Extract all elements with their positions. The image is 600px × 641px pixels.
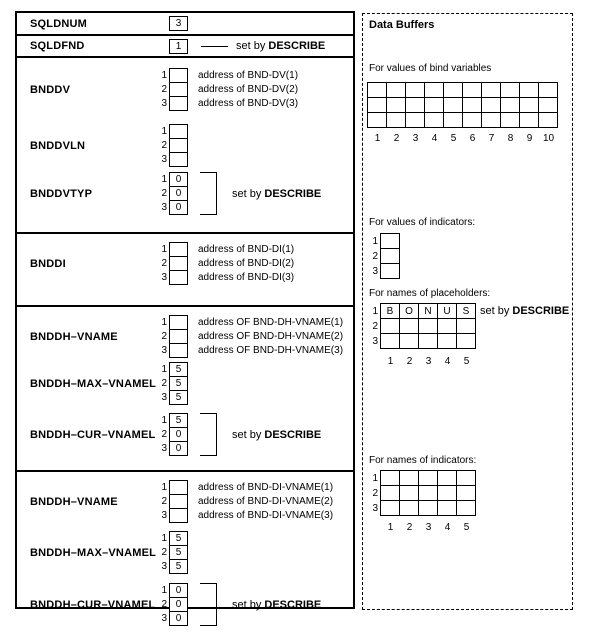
buffer-cell	[425, 83, 444, 98]
field-group-bnddh-vname	[17, 315, 353, 358]
placeholder-names-grid	[367, 303, 476, 349]
buffer-cell: S	[457, 304, 476, 319]
row-index: 3	[161, 154, 167, 165]
row-index: 3	[161, 510, 167, 521]
address-label: address OF BND-DH-VNAME(1)	[198, 317, 344, 328]
buffer-cell	[539, 83, 558, 98]
section-bnddv	[17, 68, 353, 234]
row-index: 1	[161, 585, 167, 596]
field-group-bnddh-vname-2	[17, 480, 353, 523]
row-index: 3	[161, 613, 167, 624]
note-plain: set by	[480, 305, 513, 317]
bind-values-grid	[367, 82, 558, 128]
buffer-cell: O	[400, 304, 419, 319]
address-label: address of BND-DI(1)	[198, 244, 295, 255]
cell-column	[17, 242, 353, 285]
array-row	[157, 413, 353, 428]
value-cell	[169, 343, 188, 358]
buffer-cell	[381, 319, 400, 334]
buffer-cell	[400, 319, 419, 334]
array-row	[157, 315, 353, 330]
col-label: 1	[387, 522, 394, 533]
value-cell: 5	[169, 362, 188, 377]
describe-bracket	[200, 413, 217, 456]
col-label: 3	[412, 133, 419, 144]
note-plain: set by	[232, 187, 265, 200]
col-label: 5	[463, 356, 470, 367]
row-index: 1	[161, 482, 167, 493]
buffer-cell	[419, 486, 438, 501]
placeholder-names-column-labels	[381, 356, 476, 367]
row-index: 1	[161, 364, 167, 375]
indicator-names-column-labels	[381, 522, 476, 533]
buffer-cell: N	[419, 304, 438, 319]
array-row	[157, 82, 353, 97]
array-row	[157, 200, 353, 215]
value-cell	[169, 242, 188, 257]
row-label: 1	[372, 473, 378, 484]
buffer-cell	[463, 98, 482, 113]
array-row	[157, 390, 353, 405]
buffer-cell	[520, 113, 539, 128]
array-row	[157, 559, 353, 574]
field-group-bnddv	[17, 68, 353, 111]
bind-values-caption: For values of bind variables	[369, 63, 492, 74]
buffer-cell	[444, 83, 463, 98]
array-row	[157, 480, 353, 495]
value-cell: 5	[169, 413, 188, 428]
value-cell	[169, 124, 188, 139]
row-index: 2	[161, 331, 167, 342]
row-index: 2	[161, 188, 167, 199]
buffer-cell	[406, 113, 425, 128]
row-index: 3	[161, 443, 167, 454]
col-label: 1	[387, 356, 394, 367]
buffer-cell	[368, 113, 387, 128]
array-row	[157, 152, 353, 167]
data-buffers-panel	[362, 13, 573, 610]
set-by-describe-note	[480, 304, 569, 319]
array-row	[157, 441, 353, 456]
describe-bracket	[200, 172, 217, 215]
row-index: 3	[161, 392, 167, 403]
buffer-cell	[400, 334, 419, 349]
buffer-cell	[457, 319, 476, 334]
array-row	[157, 545, 353, 560]
field-label-bnddi: BNDDI	[30, 257, 66, 270]
buffer-cell	[381, 264, 400, 279]
row-index: 3	[161, 272, 167, 283]
row-index: 3	[161, 561, 167, 572]
col-label: 2	[406, 356, 413, 367]
row-index: 2	[161, 599, 167, 610]
value-cell: 5	[169, 376, 188, 391]
value-cell	[169, 152, 188, 167]
field-label-bnddh-cur-vnamel: BNDDH–CUR–VNAMEL	[30, 428, 156, 441]
value-cell: 0	[169, 611, 188, 626]
value-cell	[169, 508, 188, 523]
value-cell	[169, 96, 188, 111]
section-bnddh-vname-1	[17, 315, 353, 472]
buffer-cell	[381, 334, 400, 349]
row-index: 3	[161, 202, 167, 213]
row-index: 2	[161, 258, 167, 269]
field-label-bnddh-vname-2: BNDDH–VNAME	[30, 495, 118, 508]
row-index: 2	[161, 84, 167, 95]
buffer-cell	[539, 113, 558, 128]
row-index: 1	[161, 533, 167, 544]
row-labels	[367, 233, 378, 279]
buffer-cell	[387, 83, 406, 98]
buffer-cell	[406, 98, 425, 113]
col-label: 4	[444, 356, 451, 367]
buffer-cell	[438, 486, 457, 501]
buffer-cell	[419, 319, 438, 334]
row-index: 2	[161, 429, 167, 440]
buffer-cell: U	[438, 304, 457, 319]
row-index: 2	[161, 547, 167, 558]
col-label: 6	[469, 133, 476, 144]
array-row	[157, 362, 353, 377]
set-by-describe-note	[232, 599, 321, 611]
col-label: 5	[463, 522, 470, 533]
row-index: 2	[161, 378, 167, 389]
col-label: 4	[431, 133, 438, 144]
buffer-cell	[425, 98, 444, 113]
set-by-describe-note	[232, 188, 321, 200]
col-label: 1	[374, 133, 381, 144]
col-label: 10	[542, 133, 555, 144]
buffer-cell: B	[381, 304, 400, 319]
buffer-cell	[463, 113, 482, 128]
buffer-cell	[482, 113, 501, 128]
bind-values-column-labels	[368, 133, 558, 144]
address-label: address of BND-DI(3)	[198, 272, 295, 283]
buffer-cell	[368, 98, 387, 113]
value-cell: 5	[169, 531, 188, 546]
array-row	[157, 96, 353, 111]
array-row	[157, 68, 353, 83]
row-label: 1	[372, 236, 378, 247]
buffer-cell	[438, 319, 457, 334]
buffer-cell	[438, 471, 457, 486]
value-cell: 5	[169, 559, 188, 574]
value-cell: 0	[169, 427, 188, 442]
field-label-sqldnum: SQLDNUM	[30, 17, 88, 30]
array-row	[157, 508, 353, 523]
buffer-cell	[400, 486, 419, 501]
col-label: 9	[526, 133, 533, 144]
row-index: 3	[161, 345, 167, 356]
value-cell-sqldfnd: 1	[169, 39, 188, 54]
field-label-bnddh-vname: BNDDH–VNAME	[30, 330, 118, 343]
buffer-cell	[400, 501, 419, 516]
set-by-describe-note	[236, 40, 325, 52]
note-bold: DESCRIBE	[264, 598, 322, 611]
array-row	[157, 172, 353, 187]
field-group-bnddh-cur-vnamel-2	[17, 583, 353, 626]
note-plain: set by	[232, 598, 265, 611]
buffer-cell	[419, 501, 438, 516]
indicator-names-caption: For names of indicators:	[369, 455, 477, 466]
buffer-cell	[381, 249, 400, 264]
row-index: 1	[161, 126, 167, 137]
data-buffers-title: Data Buffers	[369, 19, 435, 31]
buffer-cell	[501, 113, 520, 128]
buffer-cell	[444, 98, 463, 113]
buffer-cell	[444, 113, 463, 128]
section-sqldfnd	[17, 36, 353, 58]
array-row	[157, 256, 353, 271]
row-label: 2	[372, 488, 378, 499]
buffer-cell	[457, 334, 476, 349]
address-label: address OF BND-DH-VNAME(2)	[198, 331, 344, 342]
address-label: address of BND-DI-VNAME(1)	[198, 482, 334, 493]
sqlda-structure-panel	[15, 11, 355, 624]
row-labels	[367, 303, 378, 349]
buffer-cell	[400, 471, 419, 486]
row-label: 2	[372, 251, 378, 262]
field-row-sqldfnd	[17, 36, 353, 56]
buffer-grid	[380, 470, 476, 516]
value-cell: 5	[169, 545, 188, 560]
note-bold: DESCRIBE	[268, 40, 326, 52]
array-row	[157, 124, 353, 139]
buffer-cell	[482, 98, 501, 113]
array-row	[157, 270, 353, 285]
note-bold: DESCRIBE	[512, 305, 570, 317]
col-label: 3	[425, 522, 432, 533]
buffer-cell	[438, 501, 457, 516]
section-bnddi	[17, 242, 353, 307]
field-label-bnddvln: BNDDVLN	[30, 139, 86, 152]
field-label-bnddh-cur-vnamel-2: BNDDH–CUR–VNAMEL	[30, 598, 156, 611]
buffer-cell	[381, 234, 400, 249]
buffer-cell	[463, 83, 482, 98]
value-cell	[169, 315, 188, 330]
indicator-names-grid	[367, 470, 476, 516]
col-label: 8	[507, 133, 514, 144]
row-index: 1	[161, 244, 167, 255]
array-row	[157, 494, 353, 509]
value-cell: 0	[169, 200, 188, 215]
col-label: 3	[425, 356, 432, 367]
describe-bracket	[200, 583, 217, 626]
buffer-cell	[381, 486, 400, 501]
buffer-cell	[457, 486, 476, 501]
set-by-describe-note	[232, 429, 321, 441]
col-label: 5	[450, 133, 457, 144]
value-cell: 0	[169, 583, 188, 598]
buffer-cell	[482, 83, 501, 98]
buffer-grid	[380, 303, 476, 349]
value-cell: 0	[169, 441, 188, 456]
buffer-cell	[539, 98, 558, 113]
array-row	[157, 343, 353, 358]
row-index: 1	[161, 70, 167, 81]
buffer-cell	[501, 98, 520, 113]
address-label: address of BND-DI-VNAME(3)	[198, 510, 334, 521]
array-row	[157, 242, 353, 257]
field-group-bnddvtyp	[17, 172, 353, 215]
field-label-bnddh-max-vnamel: BNDDH–MAX–VNAMEL	[30, 377, 157, 390]
field-group-bnddi	[17, 242, 353, 285]
col-label: 2	[406, 522, 413, 533]
buffer-cell	[381, 471, 400, 486]
section-bnddh-vname-2	[17, 480, 353, 641]
row-index: 2	[161, 496, 167, 507]
buffer-cell	[368, 83, 387, 98]
buffer-grid	[380, 233, 400, 279]
field-row-sqldnum	[17, 13, 353, 34]
array-row	[157, 583, 353, 598]
row-index: 1	[161, 174, 167, 185]
value-cell: 0	[169, 186, 188, 201]
field-label-bnddvtyp: BNDDVTYP	[30, 187, 93, 200]
buffer-cell	[419, 471, 438, 486]
value-cell	[169, 138, 188, 153]
note-plain: set by	[236, 40, 269, 52]
buffer-cell	[457, 471, 476, 486]
col-label: 2	[393, 133, 400, 144]
pointer-dash	[201, 46, 228, 47]
row-label: 3	[372, 266, 378, 277]
field-group-bnddvln	[17, 124, 353, 167]
row-index: 3	[161, 98, 167, 109]
row-label: 3	[372, 336, 378, 347]
array-row	[157, 138, 353, 153]
address-label: address of BND-DV(1)	[198, 70, 299, 81]
value-cell: 0	[169, 597, 188, 612]
value-cell-sqldnum: 3	[169, 16, 188, 31]
address-label: address of BND-DV(3)	[198, 98, 299, 109]
buffer-cell	[419, 334, 438, 349]
value-cell: 0	[169, 172, 188, 187]
note-plain: set by	[232, 428, 265, 441]
array-row	[157, 376, 353, 391]
value-cell	[169, 329, 188, 344]
value-cell	[169, 480, 188, 495]
buffer-grid	[367, 82, 558, 128]
value-cell	[169, 82, 188, 97]
note-bold: DESCRIBE	[264, 187, 322, 200]
section-sqldnum	[17, 13, 353, 36]
value-cell: 5	[169, 390, 188, 405]
indicator-values-caption: For values of indicators:	[369, 217, 476, 228]
address-label: address of BND-DI-VNAME(2)	[198, 496, 334, 507]
buffer-cell	[406, 83, 425, 98]
row-label: 3	[372, 503, 378, 514]
array-row	[157, 531, 353, 546]
buffer-cell	[387, 113, 406, 128]
field-label-bnddv: BNDDV	[30, 83, 71, 96]
buffer-cell	[520, 98, 539, 113]
placeholder-names-caption: For names of placeholders:	[369, 288, 491, 299]
row-label: 2	[372, 321, 378, 332]
row-labels	[367, 470, 378, 516]
address-label: address OF BND-DH-VNAME(3)	[198, 345, 344, 356]
field-group-bnddh-cur-vnamel	[17, 413, 353, 456]
buffer-cell	[438, 334, 457, 349]
row-label: 1	[372, 306, 378, 317]
value-cell	[169, 494, 188, 509]
col-label: 4	[444, 522, 451, 533]
value-cell	[169, 270, 188, 285]
field-group-bnddh-max-vnamel-2	[17, 531, 353, 574]
col-label: 7	[488, 133, 495, 144]
indicator-values-grid	[367, 233, 400, 279]
buffer-cell	[425, 113, 444, 128]
array-row	[157, 329, 353, 344]
address-label: address of BND-DI(2)	[198, 258, 295, 269]
row-index: 2	[161, 140, 167, 151]
value-cell	[169, 68, 188, 83]
field-label-bnddh-max-vnamel-2: BNDDH–MAX–VNAMEL	[30, 546, 157, 559]
value-cell	[169, 256, 188, 271]
buffer-cell	[520, 83, 539, 98]
address-label: address of BND-DV(2)	[198, 84, 299, 95]
buffer-cell	[387, 98, 406, 113]
field-group-bnddh-max-vnamel	[17, 362, 353, 405]
buffer-cell	[457, 501, 476, 516]
row-index: 1	[161, 415, 167, 426]
buffer-cell	[381, 501, 400, 516]
field-label-sqldfnd: SQLDFND	[30, 40, 85, 52]
note-bold: DESCRIBE	[264, 428, 322, 441]
row-index: 1	[161, 317, 167, 328]
buffer-cell	[501, 83, 520, 98]
